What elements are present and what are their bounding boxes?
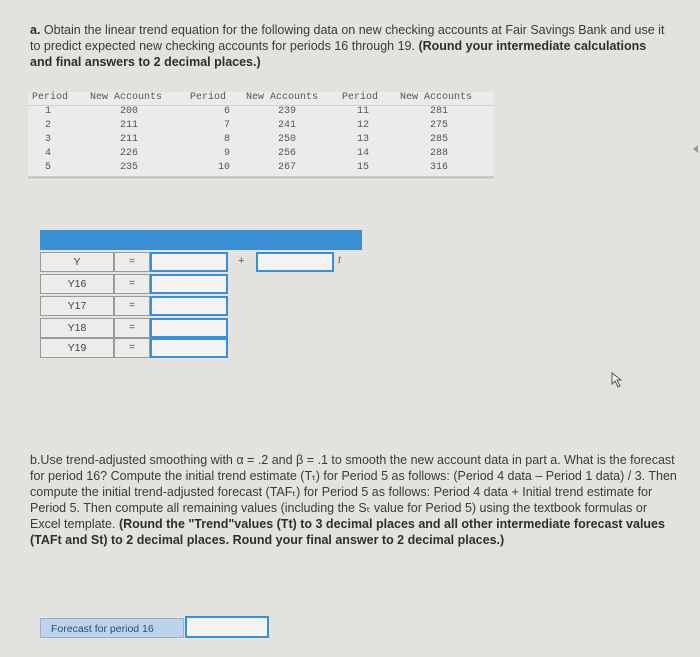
row-label: Y19 [40,338,114,358]
table-cell: 3 [45,134,52,145]
equals-sign: = [114,296,150,316]
forecast-row-y17 [40,296,362,316]
table-cell: 235 [120,162,139,173]
equals-sign: = [114,252,150,272]
table-cell: 288 [430,148,449,159]
table-cell: 256 [278,148,297,159]
y17-input[interactable] [150,296,228,316]
table-cell: 5 [45,162,52,173]
y19-input[interactable] [150,338,228,358]
mouse-pointer-icon [611,372,625,388]
table-bottom-border [28,176,494,179]
table-cell: 6 [224,106,231,117]
t-variable: t [338,255,341,266]
header-period-3: Period [342,92,379,103]
table-cell: 13 [357,134,370,145]
table-cell: 250 [278,134,297,145]
table-cell: 12 [357,120,370,131]
new-accounts-table [28,92,494,180]
part-a-prefix: a. [30,23,41,37]
y16-input[interactable] [150,274,228,294]
forecast-row-y18 [40,318,362,338]
header-accounts-3: New Accounts [400,92,473,103]
table-cell: 8 [224,134,231,145]
table-cell: 285 [430,134,449,145]
equals-sign: = [114,274,150,294]
table-header-row [28,92,494,106]
table-cell: 267 [278,162,297,173]
table-cell: 15 [357,162,370,173]
header-accounts-1: New Accounts [90,92,163,103]
table-cell: 275 [430,120,449,131]
forecast-row-y16 [40,274,362,294]
table-cell: 241 [278,120,297,131]
question-part-a [30,22,670,70]
table-cell: 10 [218,162,231,173]
part-b-text: b.Use trend-adjusted smoothing with α = .2 and β = .1 to smooth the new account data in part a. What is the forecast for period 16? Compute the initial trend estimate (Tₜ) for Period 5 as follows: (Period 4 data – Period 1 data) / 3. Then compute the initial trend-adjusted forecast (TAFₜ) for Period 5 as follows: Period 4 data + Initial trend estimate for Period 5. Then compute all remaining values (including the Sₜ value for Period 5) using the textbook formulas or Excel template. [30,453,677,531]
table-cell: 281 [430,106,449,117]
table-cell: 7 [224,120,231,131]
form-header-band [40,230,362,250]
question-part-b [30,452,678,548]
table-cell: 211 [120,120,139,131]
header-period-2: Period [190,92,227,103]
table-cell: 211 [120,134,139,145]
table-cell: 14 [357,148,370,159]
table-cell: 1 [45,106,52,117]
forecast-period-16-label: Forecast for period 16 [40,618,184,638]
table-cell: 200 [120,106,139,117]
forecast-row-y19 [40,338,362,358]
table-cell: 316 [430,162,449,173]
trend-equation-row [40,252,362,272]
slope-input[interactable] [256,252,334,272]
scroll-left-arrow-icon[interactable] [693,145,698,153]
row-label: Y17 [40,296,114,316]
table-cell: 9 [224,148,231,159]
forecast-period-16-input[interactable] [185,616,269,638]
y18-input[interactable] [150,318,228,338]
table-cell: 4 [45,148,52,159]
equals-sign: = [114,338,150,358]
part-a-rounding-note: (Round your intermediate calculations and final answers to 2 decimal places.) [30,39,647,69]
table-cell: 226 [120,148,139,159]
trend-equation-form [40,230,362,358]
row-label: Y [40,252,114,272]
header-accounts-2: New Accounts [246,92,319,103]
row-label: Y16 [40,274,114,294]
header-period-1: Period [32,92,69,103]
table-cell: 239 [278,106,297,117]
part-b-rounding-note: (Round the "Trend"values (Tt) to 3 decimal places and all other intermediate forecast values (TAFt and St) to 2 decimal places. Round your final answer to 2 decimal places.) [30,517,665,547]
equals-sign: = [114,318,150,338]
row-label: Y18 [40,318,114,338]
table-cell: 11 [357,106,370,117]
intercept-input[interactable] [150,252,228,272]
part-a-text: Obtain the linear trend equation for the following data on new checking accounts at Fair Savings Bank and use it to predict expected new checking accounts for periods 16 through 19. [30,23,665,53]
table-cell: 2 [45,120,52,131]
plus-sign: + [238,255,245,267]
